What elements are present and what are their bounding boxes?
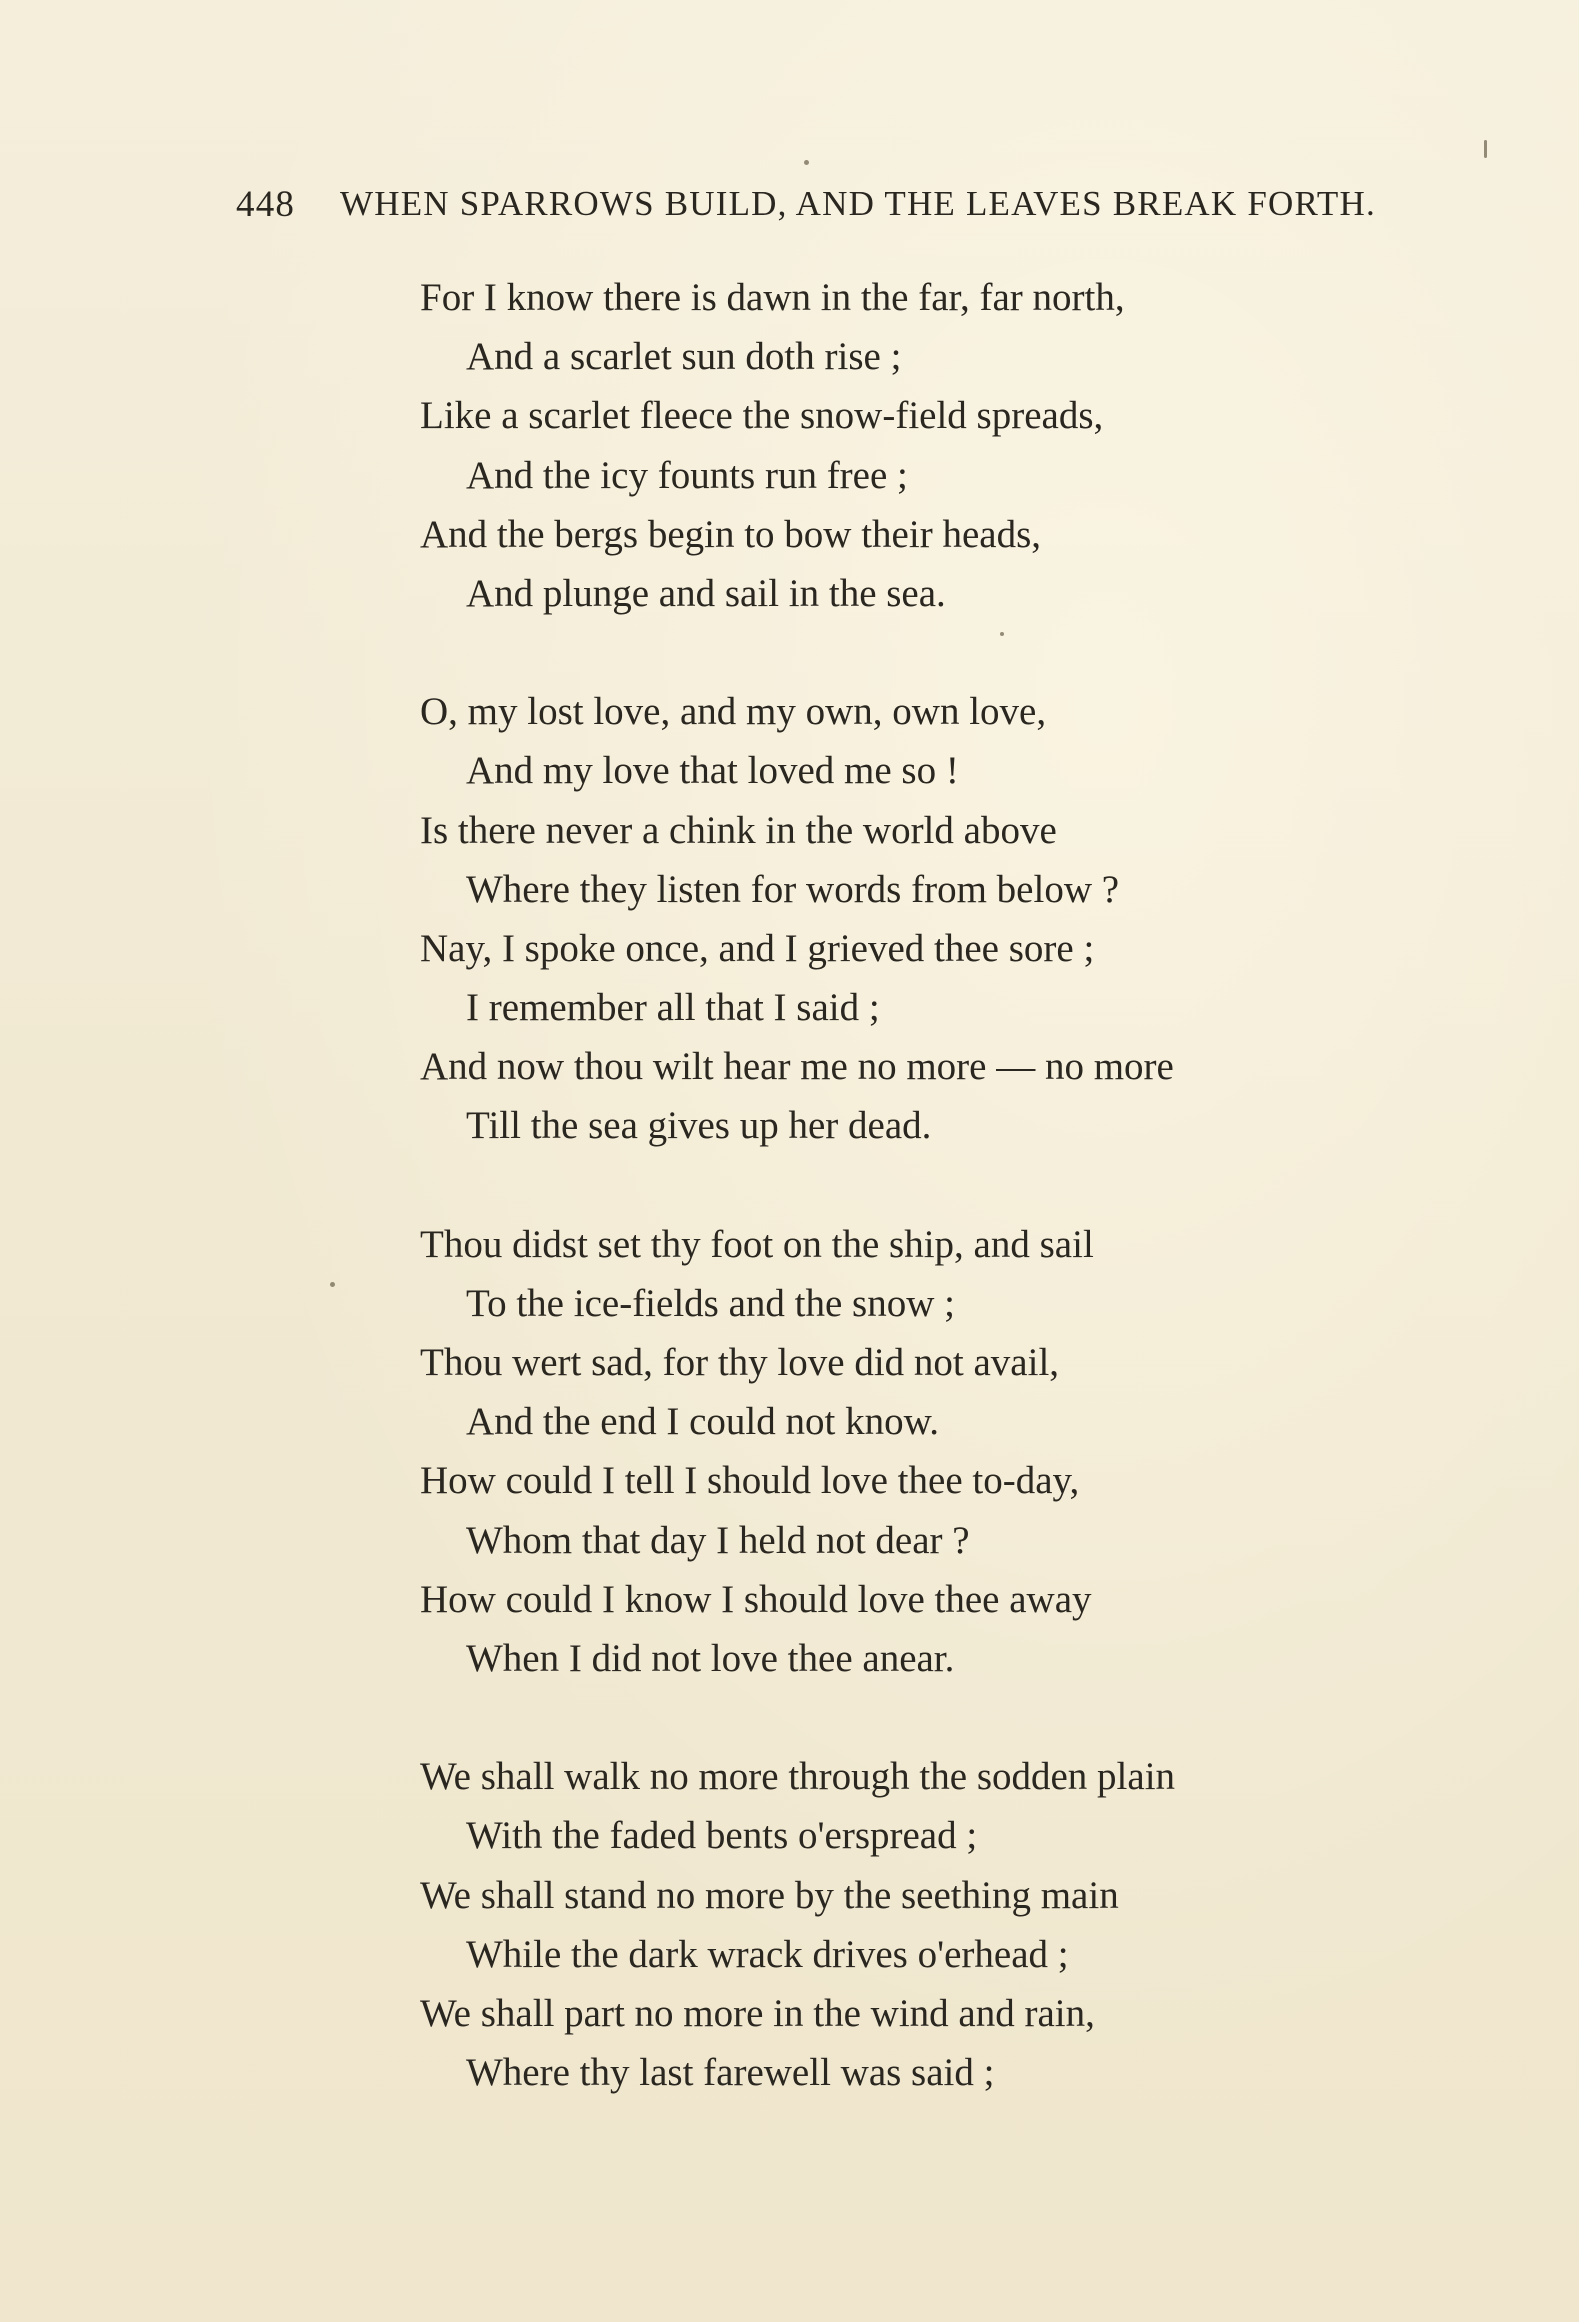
poem-line: Thou wert sad, for thy love did not avail, (420, 1341, 1060, 1384)
running-header (236, 178, 1536, 230)
poem-line: I remember all that I said ; (466, 986, 880, 1030)
poem-line: O, my lost love, and my own, own love, (420, 690, 1047, 734)
paper-speck (1000, 632, 1004, 636)
poem-line: To the ice-fields and the snow ; (466, 1281, 955, 1325)
paper-speck (804, 160, 809, 165)
poem-line: Whom that day I held not dear ? (466, 1518, 970, 1562)
stanza-2 (420, 682, 1460, 1156)
poem-line: And the bergs begin to bow their heads, (420, 512, 1041, 556)
poem-line: Till the sea gives up her dead. (466, 1104, 932, 1148)
poem-line: We shall stand no more by the seething main (420, 1873, 1119, 1917)
poem-line: While the dark wrack drives o'erhead ; (466, 1932, 1069, 1976)
poem-line: Where thy last farewell was said ; (466, 2051, 995, 2095)
paper-speck (330, 1282, 335, 1287)
running-title: WHEN SPARROWS BUILD, AND THE LEAVES BREAK FORTH. (340, 184, 1376, 223)
paper-speck (1484, 140, 1487, 158)
poem-line: And a scarlet sun doth rise ; (466, 335, 902, 379)
poem-line: And now thou wilt hear me no more — no more (420, 1045, 1174, 1089)
poem-line: Is there never a chink in the world above (420, 808, 1057, 852)
stanza-1 (420, 268, 1460, 623)
poem-line: For I know there is dawn in the far, far north, (420, 276, 1125, 319)
poem (420, 268, 1460, 2161)
page-number: 448 (236, 183, 296, 225)
poem-line: How could I know I should love thee away (420, 1577, 1092, 1621)
poem-line: And plunge and sail in the sea. (466, 571, 946, 615)
poem-line: With the faded bents o'erspread ; (466, 1814, 978, 1858)
poem-line: We shall part no more in the wind and rain, (420, 1991, 1095, 2035)
poem-line: And the end I could not know. (466, 1400, 939, 1444)
poem-line: Thou didst set thy foot on the ship, and sail (420, 1222, 1094, 1266)
poem-line: Like a scarlet fleece the snow-field spreads, (420, 394, 1104, 438)
poem-line: We shall walk no more through the sodden plain (420, 1755, 1176, 1799)
poem-line: When I did not love thee anear. (466, 1636, 955, 1680)
poem-line: And my love that loved me so ! (466, 749, 959, 793)
poem-line: And the icy founts run free ; (466, 453, 908, 497)
poem-line: Nay, I spoke once, and I grieved thee sore ; (420, 926, 1095, 970)
stanza-3 (420, 1215, 1460, 1689)
poem-line: How could I tell I should love thee to-day, (420, 1459, 1080, 1503)
stanza-4 (420, 1747, 1460, 2102)
poem-line: Where they listen for words from below ? (466, 867, 1120, 911)
